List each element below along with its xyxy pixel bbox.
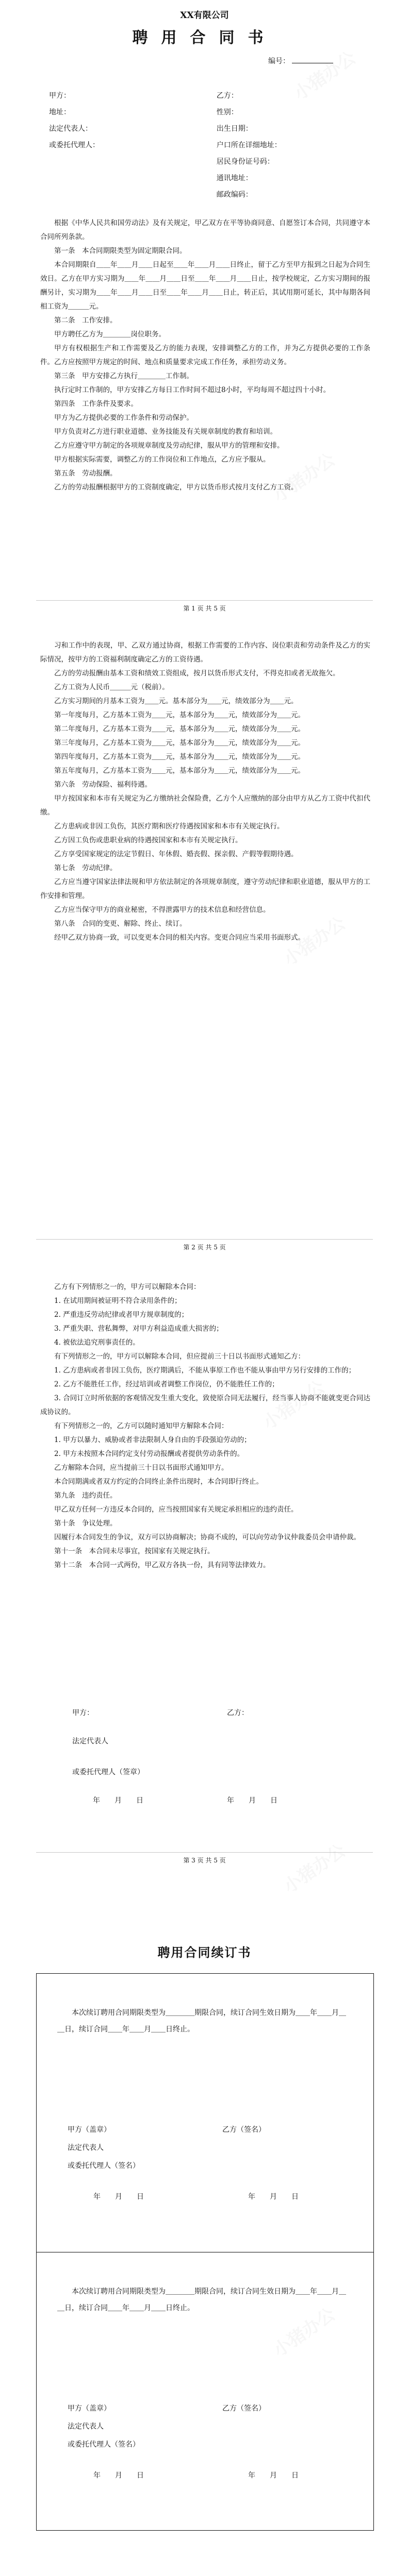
paragraph: 经甲乙双方协商一致，可以变更本合同的相关内容。变更合同应当采用书面形式。 [54, 934, 305, 942]
clause-heading: 第二条 工作安排。 [54, 316, 117, 325]
clause-heading: 第八条 合同的变更、解除、终止、续订。 [54, 920, 187, 928]
renewal-text-1: 本次续订聘用合同期限类型为＿＿＿＿期限合同，续订合同生效日期为＿＿年＿＿月＿＿日，续订合同＿＿年＿＿月＿＿日终止。 [57, 2009, 346, 2033]
paragraph: 甲方有权根据生产和工作需要及乙方的能力表现，安排调整乙方的工作，并为乙方提供必要的工作条件。乙方应按照甲方规定的时间、地点和质量要求完成工作任务，承担劳动义务。 [40, 344, 370, 366]
agent-label: 或委托代理人： [49, 141, 100, 149]
renewal2-agent: 或委托代理人（签名） [68, 2441, 140, 2449]
clause-heading: 第三条 甲方安排乙方执行＿＿＿＿工作制。 [54, 372, 193, 380]
list-item: 1. 在试用期间被证明不符合录用条件的； [54, 1297, 182, 1305]
paragraph: 本合同期满或者双方约定的合同终止条件出现时，本合同即行终止。 [54, 1478, 263, 1486]
page-footer: 第 2 页 共 5 页 [183, 1244, 226, 1251]
paragraph: 乙方工资为人民币＿＿＿元（税前）。 [54, 683, 169, 691]
paragraph: 甲方负责对乙方进行职业道德、业务技能及有关规章制度的教育和培训。 [54, 428, 277, 436]
renewal-table [36, 1973, 374, 2531]
clause-heading: 第四条 工作条件及要求。 [54, 400, 138, 408]
paragraph: 乙方实习期间的月基本工资为＿＿元。基本部分为＿＿元，绩效部分为＿＿元。 [54, 697, 298, 705]
list-item: 3. 合同订立时所依据的客观情况发生重大变化，致使原合同无法履行，经当事人协商不能就变更合同达成协议的。 [40, 1394, 370, 1416]
list-item: 2. 严重违反劳动纪律或者甲方规章制度的； [54, 1311, 189, 1319]
clause-heading: 第五条 劳动报酬。 [54, 469, 117, 478]
page-1 [0, 0, 409, 618]
party-a-sign-label: 甲方： [72, 1709, 94, 1717]
contract-body-page2 [40, 639, 370, 945]
page-3 [0, 1260, 409, 1870]
serial-number [268, 56, 333, 66]
renewal1-date-a: 年 月 日 [93, 2193, 144, 2201]
page-divider [36, 600, 373, 601]
party-b-sign-date: 年 月 日 [227, 1797, 277, 1805]
party-b-sign-label: 乙方： [227, 1709, 249, 1717]
birthdate-label: 出生日期： [216, 125, 253, 133]
paragraph: 甲乙双方任何一方违反本合同的，应当按照国家有关规定承担相应的违约责任。 [54, 1505, 298, 1514]
party-row [49, 121, 369, 137]
paragraph: 乙方应遵守甲方制定的各项规章制度及劳动纪律，服从甲方的管理和安排。 [54, 442, 284, 450]
renewal-title: 聘用合同续订书 [157, 1945, 252, 1960]
page-2 [0, 618, 409, 1260]
paragraph: 乙方应当保守甲方的商业秘密，不得泄露甲方的技术信息和经营信息。 [54, 906, 270, 914]
paragraph: 乙方应当遵守国家法律法规和甲方依法制定的各项规章制度，遵守劳动纪律和职业道德，服从甲方的工作安排和管理。 [40, 878, 370, 900]
party-row [49, 137, 369, 154]
gender-label: 性别： [216, 108, 238, 116]
renewal-block-1 [37, 1974, 373, 2252]
party-b-label: 乙方： [216, 92, 238, 100]
party-row [49, 104, 369, 121]
party-a-sign-date: 年 月 日 [93, 1797, 143, 1805]
contract-title: 聘用合同书 [132, 29, 277, 47]
paragraph: 乙方的劳动报酬由基本工资和绩效工资组成，按月以货币形式支付，不得克扣或者无故拖欠。 [54, 669, 340, 677]
paragraph: 甲方聘任乙方为＿＿＿＿岗位职务。 [54, 330, 166, 338]
renewal2-party-a: 甲方（盖章） [68, 2404, 111, 2413]
address-label: 地址： [49, 108, 71, 116]
paragraph: 乙方有下列情形之一的，甲方可以解除本合同： [54, 1283, 201, 1291]
paragraph: 有下列情形之一的，甲方可以解除本合同，但应提前三十日以书面形式通知乙方： [54, 1352, 305, 1361]
paragraph: 因履行本合同发生的争议，双方可以协商解决；协商不成的，可以向劳动争议仲裁委员会申请仲裁。 [54, 1533, 361, 1541]
paragraph: 第四年度每月，乙方基本工资为＿＿元，基本部分为＿＿元，绩效部分为＿＿元。 [54, 753, 305, 761]
renewal2-date-b: 年 月 日 [248, 2471, 299, 2480]
party-row [49, 88, 369, 104]
renewal2-date-a: 年 月 日 [93, 2471, 144, 2480]
paragraph: 乙方享受国家规定的法定节假日、年休假、婚丧假、探亲假、产假等假期待遇。 [54, 850, 298, 858]
page-divider [36, 1852, 373, 1853]
party-row [49, 187, 369, 203]
id-number-label: 居民身份证号码： [216, 158, 274, 166]
paragraph: 乙方解除本合同，应当提前三十日以书面形式通知甲方。 [54, 1464, 228, 1472]
clause-heading: 第十条 争议处理。 [54, 1519, 117, 1528]
list-item: 3. 严重失职、营私舞弊，对甲方利益造成重大损害的； [54, 1325, 223, 1333]
clause-heading: 第九条 违约责任。 [54, 1492, 117, 1500]
paragraph: 乙方的劳动报酬根据甲方的工资制度确定，甲方以货币形式按月支付乙方工资。 [54, 483, 298, 492]
paragraph: 习和工作中的表现，甲、乙双方通过协商，根据工作需要的工作内容、岗位职责和劳动条件及乙方的实际情况，按甲方的工资福利制度确定乙方的工资待遇。 [40, 641, 370, 664]
renewal1-date-b: 年 月 日 [248, 2193, 299, 2201]
mailing-address-label: 通讯地址： [216, 174, 253, 182]
paragraph: 本合同期限自＿＿年＿＿月＿＿日起至＿＿年＿＿月＿＿日终止，留于乙方至甲方报到之日起为合同生效日。乙方在甲方实习期为＿＿年＿＿月＿＿日至＿＿年＿＿月＿＿日止，按学校规定，乙方实习期间的报酬另计，实习期为＿＿年＿＿月＿＿日至＿＿年＿＿月＿＿日止，转正后，其试用期可延长，其中每期各间相工资为＿＿＿元。 [40, 261, 370, 311]
list-item: 1. 甲方以暴力、威胁或者非法限制人身自由的手段强迫劳动的； [54, 1436, 251, 1444]
page-footer: 第 3 页 共 5 页 [183, 1857, 226, 1864]
paragraph: 乙方因工负伤或患职业病的待遇按国家和本市有关规定执行。 [54, 836, 242, 844]
paragraph: 甲方按国家和本市有关规定为乙方缴纳社会保险费，乙方个人应缴纳的部分由甲方从乙方工资中代扣代缴。 [40, 794, 370, 817]
renewal1-rep: 法定代表人 [68, 2144, 104, 2152]
party-row [49, 154, 369, 170]
company-name: XX有限公司 [180, 10, 229, 21]
page-4 [0, 1870, 409, 2576]
list-item: 1. 乙方患病或者非因工负伤，医疗期满后，不能从事原工作也不能从事由甲方另行安排的工作的； [54, 1366, 356, 1375]
agent-sign-label: 或委托代理人（签章） [72, 1768, 144, 1776]
paragraph: 甲方根据实际需要，调整乙方的工作岗位和工作地点，乙方应予服从。 [54, 455, 270, 464]
paragraph: 根据《中华人民共和国劳动法》及有关规定，甲乙双方在平等协商同意、自愿签订本合同，共同遵守本合同所列条款。 [40, 219, 370, 241]
contract-body-page1 [40, 216, 370, 495]
renewal-text-2: 本次续订聘用合同期限类型为＿＿＿＿期限合同，续订合同生效日期为＿＿年＿＿月＿＿日，续订合同＿＿年＿＿月＿＿日终止。 [57, 2287, 346, 2312]
party-a-label: 甲方： [49, 92, 71, 100]
contract-body-page3 [40, 1280, 370, 1572]
legal-rep-sign-label: 法定代表人 [72, 1737, 108, 1745]
paragraph: 第二年度每月，乙方基本工资为＿＿元，基本部分为＿＿元，绩效部分为＿＿元。 [54, 725, 305, 733]
serial-label: 编号： [268, 57, 290, 65]
page-divider [36, 1239, 373, 1240]
paragraph: 第一年度每月，乙方基本工资为＿＿元，基本部分为＿＿元，绩效部分为＿＿元。 [54, 711, 305, 719]
party-row [49, 170, 369, 187]
paragraph: 第五年度每月，乙方基本工资为＿＿元，基本部分为＿＿元，绩效部分为＿＿元。 [54, 767, 305, 775]
list-item: 4. 被依法追究刑事责任的。 [54, 1338, 140, 1347]
clause-heading: 第七条 劳动纪律。 [54, 864, 117, 872]
paragraph: 甲方为乙方提供必要的工作条件和劳动保护。 [54, 414, 193, 422]
paragraph: 乙方患病或非因工负伤，其医疗期和医疗待遇按国家和本市有关规定执行。 [54, 822, 284, 831]
paragraph: 第三年度每月，乙方基本工资为＿＿元，基本部分为＿＿元，绩效部分为＿＿元。 [54, 739, 305, 747]
renewal-block-2 [37, 2252, 373, 2530]
party-info [49, 88, 369, 203]
renewal2-party-b: 乙方（签名） [222, 2404, 266, 2413]
clause-heading: 第一条 本合同期限类型为固定期限合同。 [54, 247, 187, 255]
renewal1-agent: 或委托代理人（签名） [68, 2162, 140, 2170]
paragraph: 执行定时工作制的，甲方安排乙方每日工作时间不超过8小时，平均每周不超过四十小时。 [54, 386, 331, 394]
paragraph: 有下列情形之一的，乙方可以随时通知甲方解除本合同： [54, 1422, 228, 1430]
renewal1-party-b: 乙方（签名） [222, 2126, 266, 2134]
list-item: 2. 乙方不能胜任工作，经过培训或者调整工作岗位，仍不能胜任工作的； [54, 1380, 279, 1388]
legal-rep-label: 法定代表人： [49, 125, 92, 133]
paragraph: 第十二条 本合同一式两份，甲乙双方各执一份，具有同等法律效力。 [54, 1561, 270, 1569]
page-footer: 第 1 页 共 5 页 [183, 605, 226, 612]
renewal1-party-a: 甲方（盖章） [68, 2126, 111, 2134]
paragraph: 第十一条 本合同未尽事宜，按国家有关规定执行。 [54, 1547, 215, 1555]
postcode-label: 邮政编码： [216, 191, 253, 199]
clause-heading: 第六条 劳动保险、福利待遇。 [54, 781, 152, 789]
renewal2-rep: 法定代表人 [68, 2422, 104, 2431]
list-item: 2. 甲方未按照本合同约定支付劳动报酬或者提供劳动条件的。 [54, 1450, 244, 1458]
household-address-label: 户口所在详细地址： [216, 141, 282, 149]
